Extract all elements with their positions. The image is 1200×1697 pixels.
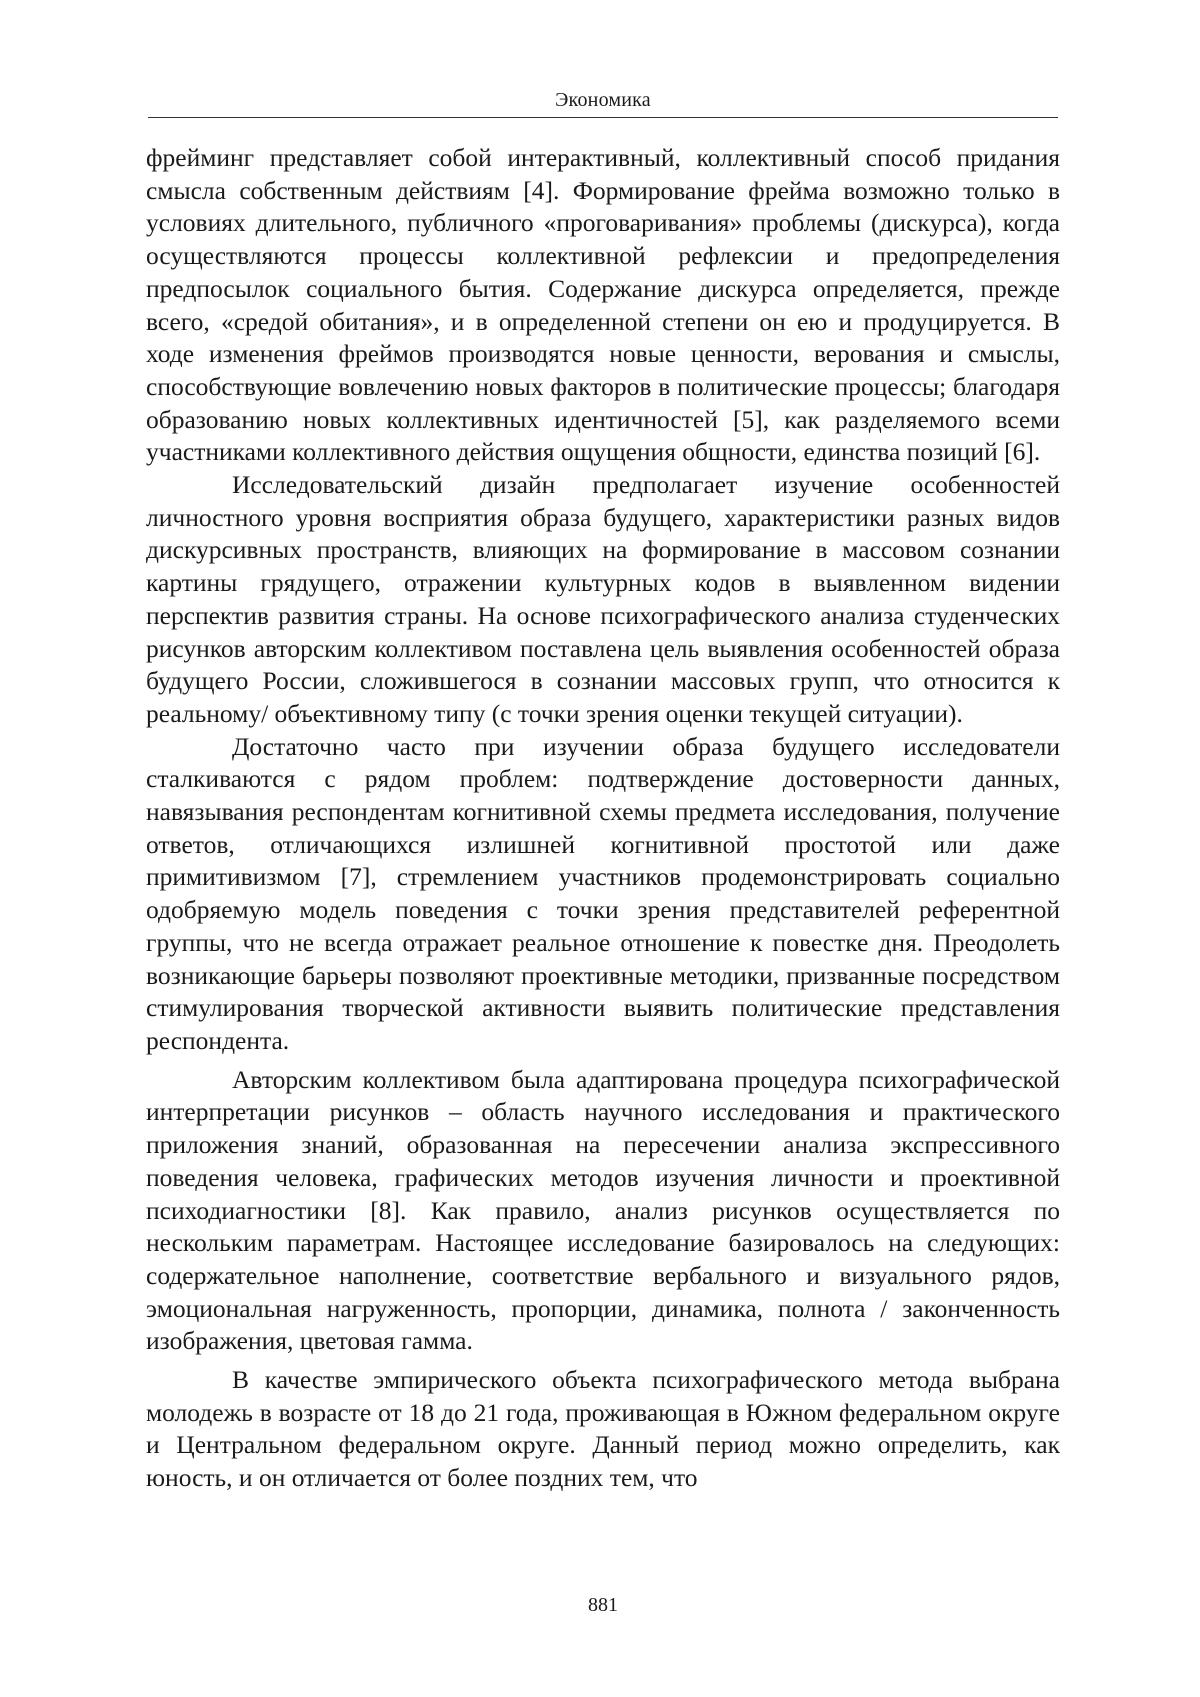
body-text xyxy=(146,142,1060,1495)
paragraph-3: Достаточно часто при изучении образа будущего исследователи сталкиваются с рядом проблем: подтверждение достоверности данных, навязывания респондентам когнитивной схемы предмета исследования, получение ответов, отличающихся излишней когнитивной простотой или даже примитивизмом [7], стремлением участников продемонстрировать социально одобряемую модель поведения с точки зрения представителей референтной группы, что не всегда отражает реальное отношение к повестке дня. Преодолеть возникающие барьеры позволяют проективные методики, призванные посредством стимулирования творческой активности выявить политические представления респондента. xyxy=(146,731,1060,1055)
running-header: Экономика xyxy=(555,89,651,111)
paragraph-2: Исследовательский дизайн предполагает изучение особенностей личностного уровня восприятия образа будущего, характеристики разных видов дискурсивных пространств, влияющих на формирование в массовом сознании картины грядущего, отражении культурных кодов в выявленном видении перспектив развития страны. На основе психографического анализа студенческих рисунков авторским коллективом поставлена цель выявления особенностей образа будущего России, сложившегося в сознании массовых групп, что относится к реальному/ объективному типу (с точки зрения оценки текущей ситуации). xyxy=(146,470,1060,728)
paragraph-1: фрейминг представляет собой интерактивный, коллективный способ придания смысла собственным действиям [4]. Формирование фрейма возможно только в условиях длительного, публичного «проговаривания» проблемы (дискурса), когда осуществляются процессы коллективной рефлексии и предопределения предпосылок социального бытия. Содержание дискурса определяется, прежде всего, «средой обитания», и в определенной степени он ею и продуцируется. В ходе изменения фреймов производятся новые ценности, верования и смыслы, способствующие вовлечению новых факторов в политические процессы; благодаря образованию новых коллективных идентичностей [5], как разделяемого всеми участниками коллективного действия ощущения общности, единства позиций [6]. xyxy=(146,143,1060,467)
paragraph-4: Авторским коллективом была адаптирована процедура психографической интерпретации рисунков – область научного исследования и практического приложения знаний, образованная на пересечении анализа экспрессивного поведения человека, графических методов изучения личности и проективной психодиагностики [8]. Как правило, анализ рисунков осуществляется по нескольким параметрам. Настоящее исследование базировалось на следующих: содержательное наполнение, соответствие вербального и визуального рядов, эмоциональная нагруженность, пропорции, динамика, полнота / законченность изображения, цветовая гамма. xyxy=(146,1064,1060,1356)
header-divider xyxy=(148,117,1058,118)
paragraph-5: В качестве эмпирического объекта психографического метода выбрана молодежь в возрасте от 18 до 21 года, проживающая в Южном федеральном округе и Центральном федеральном округе. Данный период можно определить, как юность, и он отличается от более поздних тем, что xyxy=(146,1365,1060,1493)
page-number: 881 xyxy=(588,1594,618,1616)
